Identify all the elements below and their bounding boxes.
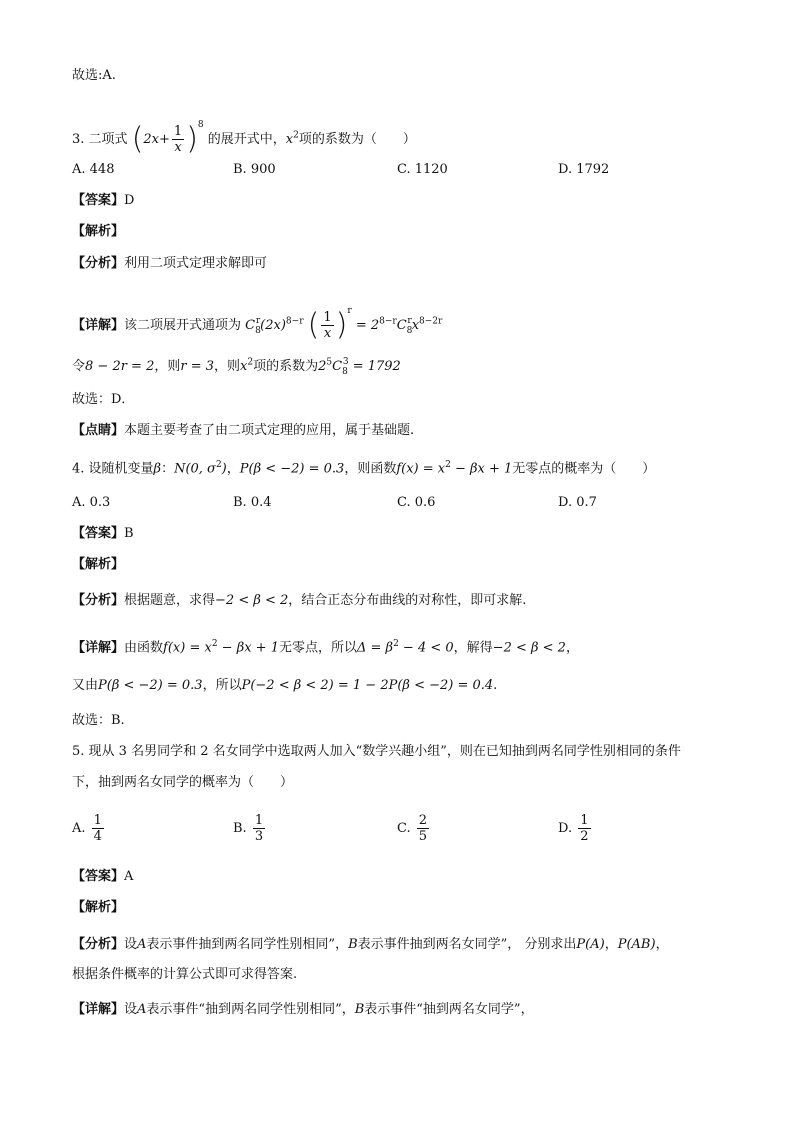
option-a: A. 448 bbox=[72, 162, 115, 177]
analysis-line: 【分析】利用二项式定理求解即可 bbox=[72, 256, 268, 271]
text-line: 故选：B. bbox=[72, 713, 125, 728]
option-c: C. 1120 bbox=[397, 162, 448, 177]
analysis-label: 【解析】 bbox=[72, 900, 125, 915]
answer-line: 【答案】D bbox=[72, 193, 135, 208]
question-5-line2: 下，抽到两名女同学的概率为（ ） bbox=[72, 775, 294, 790]
answer-line: 【答案】A bbox=[72, 869, 134, 884]
question-3: 3. 二项式 (2x+ $\frac{1}{x}$ )$^8$ 的展开式中，$x^2$项的系数为（ ） bbox=[72, 120, 416, 157]
detail-line: 【详解】设A表示事件“抽到两名同学性别相同”，B表示事件“抽到两名女同学”， bbox=[72, 1002, 534, 1017]
text-line: 又由P(β < −2) = 0.3，所以P(−2 < β < 2) = 1 − 2P(β < −2) = 0.4. bbox=[72, 678, 498, 693]
detail-line: 【详解】该二项展开式通项为 $C_8^r(2x)^{8-r}$ ( $\frac{1}{x}$ )$^r = 2^{8-r}C_8^rx^{8-2r}$ bbox=[72, 306, 443, 343]
question-4: 4. 设随机变量β：N(0, $\sigma^2$)，P(β < −2) = 0.3，则函数$f(x) = x^2 - \beta x + 1$无零点的概率为（ ） bbox=[72, 460, 656, 477]
point-line: 【点睛】本题主要考查了由二项式定理的应用，属于基础题. bbox=[72, 423, 415, 438]
option-a: A. 0.3 bbox=[72, 495, 111, 510]
analysis-line: 【分析】设A表示事件抽到两名同学性别相同”，B表示事件抽到两名女同学”， 分别求出P(A)，P(AB)， bbox=[72, 937, 669, 952]
text-line: 故选:A. bbox=[72, 68, 116, 83]
option-d: D. 1792 bbox=[558, 162, 610, 177]
option-d: D. 0.7 bbox=[558, 495, 597, 510]
analysis-line2: 根据条件概率的计算公式即可求得答案. bbox=[72, 967, 298, 982]
option-a: A. $\frac{1}{4}$ bbox=[72, 813, 102, 844]
option-c: C. 0.6 bbox=[397, 495, 436, 510]
option-d: D. $\frac{1}{2}$ bbox=[558, 813, 589, 844]
option-b: B. $\frac{1}{3}$ bbox=[233, 813, 264, 844]
question-5-line1: 5. 现从 3 名男同学和 2 名女同学中选取两人加入“数学兴趣小组”，则在已知抽到两名同学性别相同的条件 bbox=[72, 744, 681, 759]
analysis-line: 【分析】根据题意，求得−2 < β < 2，结合正态分布曲线的对称性，即可求解. bbox=[72, 593, 527, 608]
analysis-label: 【解析】 bbox=[72, 224, 125, 239]
answer-line: 【答案】B bbox=[72, 526, 134, 541]
text-line: 故选：D． bbox=[72, 392, 135, 407]
option-b: B. 900 bbox=[233, 162, 276, 177]
option-c: C. $\frac{2}{5}$ bbox=[397, 813, 428, 844]
analysis-label: 【解析】 bbox=[72, 557, 125, 572]
option-b: B. 0.4 bbox=[233, 495, 272, 510]
detail-line: 【详解】由函数$f(x) = x^2 - \beta x + 1$无零点，所以$\Delta = \beta^2 - 4 < 0$，解得−2 < β < 2， bbox=[72, 639, 579, 656]
text-line: 令8 − 2r = 2，则r = 3，则$x^2$项的系数为$2^5C_8^3 = 1792$ bbox=[72, 357, 401, 377]
